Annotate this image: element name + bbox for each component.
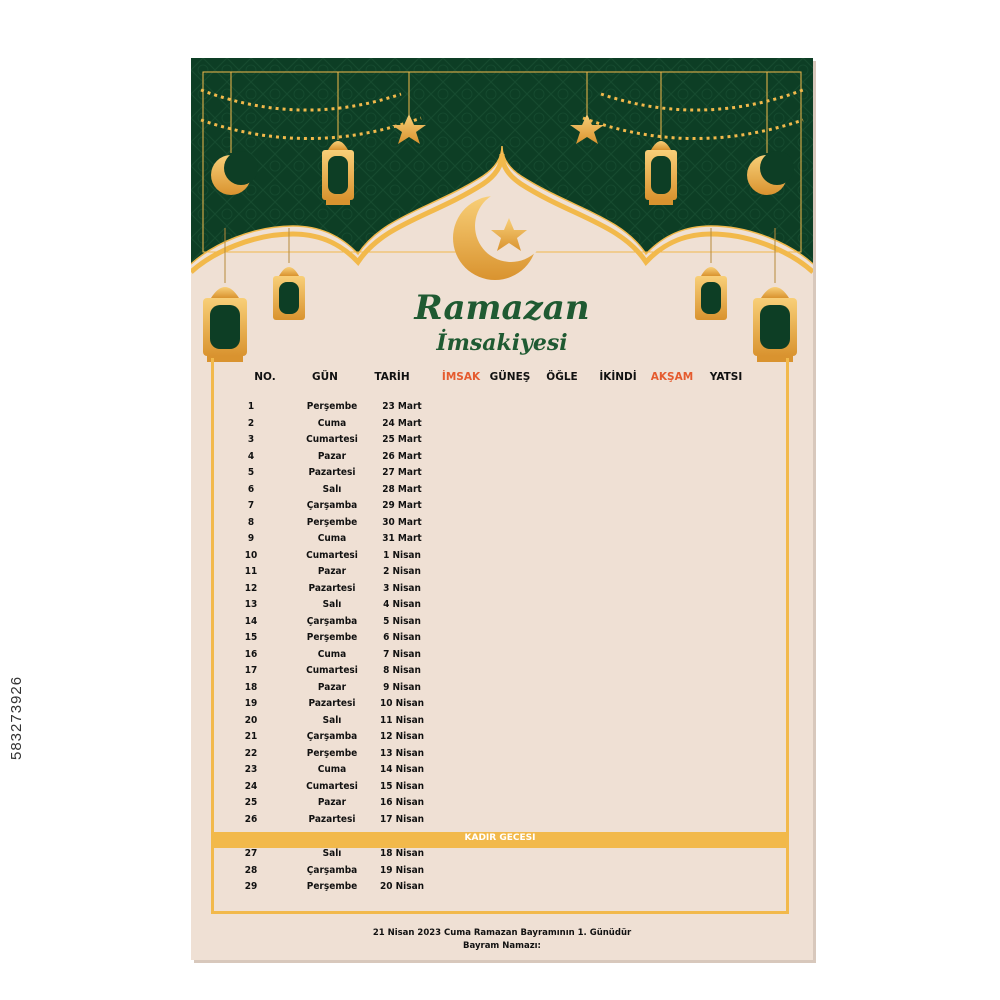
row-date: 13 Nisan <box>379 747 425 759</box>
table-row <box>191 418 813 434</box>
table-row <box>191 484 813 500</box>
row-day: Cuma <box>317 648 347 660</box>
table-row <box>191 748 813 764</box>
row-date: 18 Nisan <box>379 848 425 859</box>
table-row <box>191 533 813 549</box>
row-day: Pazartesi <box>308 698 356 709</box>
col-header-ogle: ÖĞLE <box>546 371 578 383</box>
row-day: Cumartesi <box>306 780 358 792</box>
table-row <box>191 434 813 450</box>
table-row <box>191 401 813 417</box>
row-date: 8 Nisan <box>383 665 421 676</box>
table-row <box>191 797 813 813</box>
title-imsakiyesi: İmsakiyesi <box>436 330 568 356</box>
col-header-ikindi: İKİNDİ <box>599 371 637 383</box>
row-number: 11 <box>244 566 258 577</box>
row-date: 11 Nisan <box>379 714 425 726</box>
imsakiye-poster <box>191 58 813 960</box>
row-day: Pazartesi <box>308 467 356 478</box>
row-day: Cuma <box>317 417 347 429</box>
row-date: 1 Nisan <box>383 549 421 561</box>
row-date: 20 Nisan <box>379 881 425 892</box>
row-number: 17 <box>244 665 258 676</box>
row-date: 23 Mart <box>382 401 422 412</box>
row-number: 22 <box>244 747 258 759</box>
table-row <box>191 517 813 533</box>
col-header-yatsi: YATSI <box>709 371 743 383</box>
footer-bayram-note: 21 Nisan 2023 Cuma Ramazan Bayramının 1. Günüdür <box>372 928 632 938</box>
table-row <box>191 451 813 467</box>
col-header-gunes: GÜNEŞ <box>489 371 531 383</box>
row-number: 29 <box>244 881 258 892</box>
row-number: 28 <box>244 864 258 876</box>
title-ramazan: Ramazan <box>414 288 590 328</box>
row-number: 15 <box>244 632 258 643</box>
table-row <box>191 583 813 599</box>
row-day: Cuma <box>317 533 347 544</box>
kadir-gecesi-label: KADIR GECESI <box>464 833 536 843</box>
row-number: 25 <box>244 797 258 808</box>
row-day: Çarşamba <box>306 864 358 876</box>
row-number: 18 <box>244 681 258 693</box>
row-number: 10 <box>244 549 258 561</box>
row-date: 5 Nisan <box>383 615 421 627</box>
row-date: 12 Nisan <box>379 731 425 742</box>
table-row <box>191 682 813 698</box>
row-number: 16 <box>244 648 258 660</box>
row-day: Perşembe <box>306 881 358 892</box>
row-day: Cumartesi <box>306 434 358 445</box>
col-header-day: GÜN <box>312 371 338 383</box>
row-day: Cuma <box>317 764 347 775</box>
row-number: 7 <box>247 500 255 511</box>
row-date: 4 Nisan <box>383 599 421 610</box>
row-date: 26 Mart <box>382 450 422 462</box>
row-number: 24 <box>244 780 258 792</box>
row-day: Perşembe <box>306 516 358 528</box>
table-row <box>191 781 813 797</box>
row-date: 28 Mart <box>382 483 422 495</box>
row-number: 8 <box>247 516 255 528</box>
col-header-date: TARİH <box>374 371 410 383</box>
col-header-no: NO. <box>254 371 276 383</box>
row-day: Pazar <box>317 681 347 693</box>
kadir-gecesi-bar <box>213 832 787 845</box>
stock-id-code: 583273926 <box>8 675 25 760</box>
row-day: Salı <box>322 599 342 610</box>
row-number: 12 <box>244 582 258 594</box>
row-number: 21 <box>244 731 258 742</box>
row-number: 5 <box>247 467 255 478</box>
table-row <box>191 814 813 830</box>
row-date: 7 Nisan <box>383 648 421 660</box>
row-number: 13 <box>244 599 258 610</box>
row-number: 6 <box>247 483 255 495</box>
table-row <box>191 764 813 780</box>
table-row <box>191 881 813 897</box>
table-row <box>191 715 813 731</box>
row-day: Pazartesi <box>308 813 356 825</box>
table-row <box>191 731 813 747</box>
row-number: 26 <box>244 813 258 825</box>
col-header-imsak: İMSAK <box>441 371 481 383</box>
table-row <box>191 467 813 483</box>
row-day: Pazar <box>317 450 347 462</box>
row-day: Çarşamba <box>306 500 358 511</box>
row-number: 19 <box>244 698 258 709</box>
row-day: Perşembe <box>306 747 358 759</box>
row-number: 4 <box>247 450 255 462</box>
table-row <box>191 865 813 881</box>
table-header <box>191 371 813 387</box>
table-row <box>191 550 813 566</box>
row-day: Salı <box>322 714 342 726</box>
row-number: 20 <box>244 714 258 726</box>
row-number: 23 <box>244 764 258 775</box>
row-number: 2 <box>247 417 255 429</box>
row-date: 29 Mart <box>382 500 422 511</box>
table-row <box>191 848 813 864</box>
table-row <box>191 698 813 714</box>
row-day: Pazar <box>317 566 347 577</box>
row-date: 25 Mart <box>382 434 422 445</box>
row-day: Salı <box>322 848 342 859</box>
table-row <box>191 566 813 582</box>
row-day: Salı <box>322 483 342 495</box>
row-date: 15 Nisan <box>379 780 425 792</box>
row-date: 10 Nisan <box>379 698 425 709</box>
table-row <box>191 616 813 632</box>
row-date: 3 Nisan <box>383 582 421 594</box>
row-date: 30 Mart <box>382 516 422 528</box>
row-date: 27 Mart <box>382 467 422 478</box>
row-date: 24 Mart <box>382 417 422 429</box>
row-number: 1 <box>247 401 255 412</box>
row-day: Cumartesi <box>306 549 358 561</box>
row-number: 14 <box>244 615 258 627</box>
row-number: 27 <box>244 848 258 859</box>
table-row <box>191 500 813 516</box>
col-header-aksam: AKŞAM <box>650 371 694 383</box>
row-day: Pazartesi <box>308 582 356 594</box>
row-day: Cumartesi <box>306 665 358 676</box>
row-date: 17 Nisan <box>379 813 425 825</box>
row-day: Perşembe <box>306 632 358 643</box>
row-day: Pazar <box>317 797 347 808</box>
table-row <box>191 665 813 681</box>
row-day: Çarşamba <box>306 731 358 742</box>
row-day: Perşembe <box>306 401 358 412</box>
row-date: 2 Nisan <box>383 566 421 577</box>
table-row <box>191 632 813 648</box>
row-date: 16 Nisan <box>379 797 425 808</box>
row-date: 19 Nisan <box>379 864 425 876</box>
footer-bayram-namazi: Bayram Namazı: <box>463 941 541 951</box>
row-date: 9 Nisan <box>383 681 421 693</box>
row-day: Çarşamba <box>306 615 358 627</box>
row-date: 6 Nisan <box>383 632 421 643</box>
table-row <box>191 649 813 665</box>
row-number: 9 <box>247 533 255 544</box>
row-number: 3 <box>247 434 255 445</box>
table-row <box>191 599 813 615</box>
row-date: 14 Nisan <box>379 764 425 775</box>
row-date: 31 Mart <box>382 533 422 544</box>
